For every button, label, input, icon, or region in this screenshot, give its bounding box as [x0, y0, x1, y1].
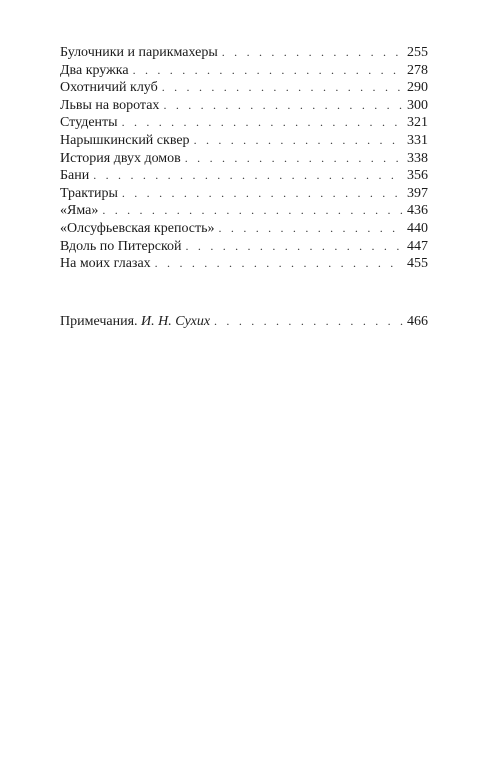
dot-leader	[194, 132, 403, 150]
dot-leader	[163, 97, 403, 115]
toc-entry-page: 290	[407, 80, 428, 96]
toc-entry-title: Охотничий клуб	[60, 80, 158, 96]
dot-leader	[155, 255, 403, 273]
notes-section	[60, 313, 428, 331]
toc-entry[interactable]	[60, 44, 428, 62]
toc-entry-page: 300	[407, 97, 428, 113]
toc-entry-title: Львы на воротах	[60, 97, 160, 113]
notes-title: Примечания.	[60, 314, 138, 329]
toc-entry[interactable]	[60, 220, 428, 238]
notes-title-group	[60, 313, 214, 331]
toc-entry-page: 356	[407, 168, 428, 184]
dot-leader	[133, 62, 403, 80]
toc-entry-page: 338	[407, 150, 428, 166]
toc-entry-page: 321	[407, 115, 428, 131]
toc-entry[interactable]	[60, 97, 428, 115]
toc-entry[interactable]	[60, 79, 428, 97]
toc-entry-title: Два кружка	[60, 62, 129, 78]
toc-entry[interactable]	[60, 255, 428, 273]
toc-entry-page: 466	[407, 314, 428, 329]
dot-leader	[222, 44, 403, 62]
toc-entry-title: Булочники и парикмахеры	[60, 45, 218, 60]
toc-entry-page: 455	[407, 256, 428, 272]
dot-leader	[219, 220, 403, 238]
toc-entry[interactable]	[60, 238, 428, 256]
toc-entry-title: Студенты	[60, 115, 118, 131]
toc-entry[interactable]	[60, 150, 428, 168]
toc-entry-title: «Олсуфьевская крепость»	[60, 220, 215, 236]
dot-leader	[93, 167, 403, 185]
toc-entry[interactable]	[60, 62, 428, 80]
toc-entry-page: 436	[407, 203, 428, 219]
toc-entry[interactable]	[60, 132, 428, 150]
toc-entry-title: «Яма»	[60, 203, 99, 219]
toc-entry-title: Трактиры	[60, 185, 118, 201]
toc-entry-title: История двух домов	[60, 150, 181, 166]
dot-leader	[102, 202, 403, 220]
notes-author: И. Н. Сухих	[141, 314, 211, 329]
dot-leader	[185, 150, 403, 168]
table-of-contents	[60, 44, 428, 273]
toc-entry-notes[interactable]	[60, 313, 428, 331]
toc-entry[interactable]	[60, 114, 428, 132]
toc-entry-page: 278	[407, 62, 428, 78]
toc-entry[interactable]	[60, 185, 428, 203]
dot-leader	[122, 185, 403, 203]
toc-entry-page: 397	[407, 185, 428, 201]
toc-entry-page: 440	[407, 220, 428, 236]
dot-leader	[186, 238, 403, 256]
toc-entry-title: Вдоль по Питерской	[60, 238, 182, 254]
dot-leader	[162, 79, 403, 97]
toc-entry-title: Бани	[60, 168, 90, 184]
dot-leader	[122, 114, 403, 132]
toc-entry-title: Нарышкинский сквер	[60, 132, 190, 148]
toc-entry[interactable]	[60, 167, 428, 185]
toc-entry-page: 255	[407, 45, 428, 60]
toc-entry-title: На моих глазах	[60, 256, 151, 272]
toc-entry-page: 331	[407, 132, 428, 148]
toc-entry-page: 447	[407, 238, 428, 254]
dot-leader	[214, 313, 403, 331]
toc-entry[interactable]	[60, 202, 428, 220]
